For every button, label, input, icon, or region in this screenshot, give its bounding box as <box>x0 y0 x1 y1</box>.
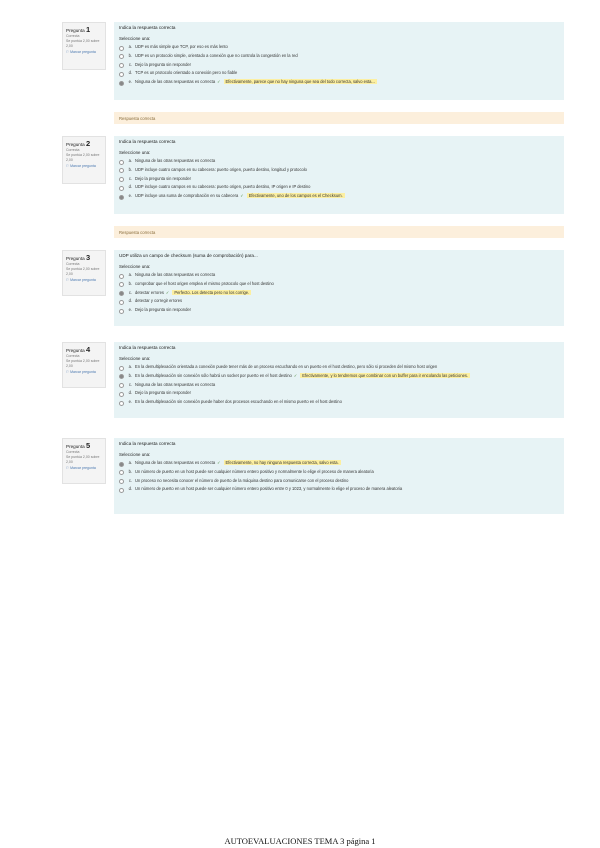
question-score: Se puntúa 2,00 sobre 2,00 <box>66 39 100 48</box>
check-icon: ✓ <box>217 460 221 465</box>
radio-button[interactable] <box>119 46 124 51</box>
question-status: Correcta <box>66 354 80 358</box>
question-score: Se puntúa 2,00 sobre 2,00 <box>66 455 100 464</box>
flag-icon: ⚐ <box>66 164 70 168</box>
option-feedback: Perfecto. Los detecta pero no los corrige. <box>174 289 250 295</box>
question-score: Se puntúa 2,00 sobre 2,00 <box>66 153 100 162</box>
check-icon: ✓ <box>217 79 221 85</box>
radio-button[interactable] <box>119 462 124 467</box>
answer-option[interactable] <box>119 166 559 175</box>
option-text: UDP es un protocolo simple, orientado a conexión que no controla la congestión en la red <box>135 52 298 58</box>
question-score: Se puntúa 2,00 sobre 2,00 <box>66 267 100 276</box>
question-content <box>114 22 564 100</box>
answer-option[interactable] <box>119 192 559 201</box>
answer-option[interactable] <box>119 363 559 372</box>
option-letter: c. <box>128 175 132 181</box>
option-letter: d. <box>128 298 132 304</box>
option-letter: e. <box>128 193 132 199</box>
radio-button[interactable] <box>119 401 124 406</box>
question-status: Correcta <box>66 148 80 152</box>
option-feedback: Efectivamente, parece que no hay ninguna que sea del todo correcta, salvo esta... <box>225 79 375 85</box>
option-letter: e. <box>128 79 132 85</box>
select-label: Seleccione una: <box>119 36 151 41</box>
answer-option[interactable] <box>119 183 559 192</box>
answer-option[interactable] <box>119 52 559 61</box>
option-text: Ninguna de las otras respuestas es correcta <box>135 272 216 277</box>
answer-option[interactable] <box>119 289 559 298</box>
option-text: UDP incluye cuatro campos en su cabecera: puerto origen, puerto destino, IP origen e IP destino <box>135 184 311 190</box>
question-text: Indica la respuesta correcta <box>119 441 176 446</box>
answer-option[interactable] <box>119 389 559 398</box>
option-text: UDP incluye una suma de comprobación en su cabecera <box>135 193 239 199</box>
flag-question-link[interactable]: ⚐ Marcar pregunta <box>66 370 96 374</box>
question-text: Indica la respuesta correcta <box>119 139 176 144</box>
radio-button[interactable] <box>119 392 124 397</box>
question-text: Indica la respuesta correcta <box>119 345 176 350</box>
option-text: Dejo la pregunta sin responder <box>135 307 191 313</box>
flag-icon: ⚐ <box>66 50 70 54</box>
answer-option[interactable] <box>119 477 559 486</box>
option-letter: d. <box>128 70 132 76</box>
answer-option[interactable] <box>119 61 559 70</box>
radio-button[interactable] <box>119 72 124 77</box>
option-letter: d. <box>128 486 132 492</box>
answer-option[interactable] <box>119 398 559 407</box>
radio-button[interactable] <box>119 366 124 371</box>
flag-question-link[interactable]: ⚐ Marcar pregunta <box>66 278 96 282</box>
select-label: Seleccione una: <box>119 264 151 269</box>
option-text: Ninguna de las otras respuestas es correcta <box>135 381 216 387</box>
question-content <box>114 342 564 418</box>
option-text: Ninguna de las otras respuestas es correcta <box>135 460 216 465</box>
option-letter: c. <box>128 381 132 387</box>
flag-icon: ⚐ <box>66 370 70 374</box>
option-letter: c. <box>128 289 132 295</box>
select-label: Seleccione una: <box>119 356 151 361</box>
answer-option[interactable] <box>119 43 559 52</box>
option-text: detectar errores <box>135 289 164 295</box>
question-text: UDP utiliza un campo de checksum (suma de comprobación) para... <box>119 253 258 258</box>
question-info <box>62 438 106 484</box>
option-text: comprobar que el host origen emplea el mismo protocolo que el host destino <box>135 280 274 286</box>
option-letter: c. <box>128 477 132 483</box>
right-answer-box: Respuesta correcta <box>114 112 564 124</box>
question-score: Se puntúa 2,00 sobre 2,00 <box>66 359 100 368</box>
option-letter: a. <box>128 272 132 277</box>
radio-button[interactable] <box>119 195 124 200</box>
option-letter: b. <box>128 166 132 172</box>
question-info <box>62 22 106 70</box>
answer-option[interactable] <box>119 381 559 390</box>
radio-button[interactable] <box>119 81 124 86</box>
option-text: detectar y corregir errores <box>135 298 183 304</box>
flag-question-link[interactable]: ⚐ Marcar pregunta <box>66 50 96 54</box>
answer-option[interactable] <box>119 69 559 78</box>
question-content <box>114 438 564 514</box>
answer-option[interactable] <box>119 297 559 306</box>
radio-button[interactable] <box>119 300 124 305</box>
option-letter: a. <box>128 44 132 49</box>
option-letter: b. <box>128 372 132 378</box>
option-letter: d. <box>128 184 132 190</box>
option-feedback: Efectivamente, y lo tendremos que combinar con un buffer para ir encolando las peticiones. <box>302 372 469 378</box>
option-letter: e. <box>128 399 132 405</box>
select-label: Seleccione una: <box>119 452 151 457</box>
flag-question-link[interactable]: ⚐ Marcar pregunta <box>66 164 96 168</box>
question-info <box>62 250 106 296</box>
question-number: Pregunta 2 <box>66 139 91 148</box>
option-text: En la demultiplexación sin conexión sólo habrá un socket por puerto en el host destino <box>135 372 292 378</box>
option-feedback: Efectivamente, no hay ninguna respuesta correcta, salvo esta. <box>225 460 339 465</box>
question-status: Correcta <box>66 450 80 454</box>
option-text: Un número de puerto en un host puede ser cualquier número entero positivo y normalmente lo elige el proceso de manera aleatoria <box>135 468 374 474</box>
question-content <box>114 136 564 214</box>
select-label: Seleccione una: <box>119 150 151 155</box>
question-status: Correcta <box>66 34 80 38</box>
question-number: Pregunta 4 <box>66 345 91 354</box>
answer-option[interactable] <box>119 306 559 315</box>
option-letter: a. <box>128 158 132 163</box>
option-letter: e. <box>128 307 132 313</box>
question-info <box>62 342 106 388</box>
option-letter: a. <box>128 460 132 465</box>
answer-option[interactable] <box>119 157 559 166</box>
option-text: Dejo la pregunta sin responder <box>135 61 191 67</box>
option-text: UDP es más simple que TCP, por eso es más lento <box>135 44 228 49</box>
answer-option[interactable] <box>119 280 559 289</box>
check-icon: ✓ <box>240 193 244 199</box>
option-letter: a. <box>128 364 132 369</box>
answer-option[interactable] <box>119 271 559 280</box>
question-content <box>114 250 564 326</box>
radio-button[interactable] <box>119 160 124 165</box>
question-number: Pregunta 5 <box>66 441 91 450</box>
option-text: Ninguna de las otras respuestas es correcta <box>135 79 216 85</box>
answer-option[interactable] <box>119 459 559 468</box>
option-text: Un proceso no necesita conocer el número de puerto de la máquina destino para comunicarse con el proceso destino <box>135 477 349 483</box>
check-icon: ✓ <box>293 372 298 378</box>
option-feedback: Efectivamente, uno de los campos es el Checksum. <box>248 193 343 199</box>
option-letter: b. <box>128 52 132 58</box>
check-icon: ✓ <box>165 289 170 295</box>
answer-option[interactable] <box>119 175 559 184</box>
option-text: Un número de puerto en un host puede ser cualquier número entero positivo entre 0 y 1023, y normalmente lo elige el proceso de manera aleatoria <box>135 486 403 492</box>
option-text: UDP incluye cuatro campos en su cabecera: puerto origen, puerto destino, longitud y protocolo <box>135 166 307 172</box>
radio-button[interactable] <box>119 488 124 493</box>
option-text: Dejo la pregunta sin responder <box>135 175 191 181</box>
flag-icon: ⚐ <box>66 278 70 282</box>
question-number: Pregunta 1 <box>66 25 91 34</box>
option-text: TCP es un protocolo orientado a conexión pero no fiable <box>135 70 238 76</box>
question-info <box>62 136 106 184</box>
option-letter: b. <box>128 468 132 474</box>
answer-option[interactable] <box>119 78 559 87</box>
question-status: Correcta <box>66 262 80 266</box>
radio-button[interactable] <box>119 186 124 191</box>
option-letter: c. <box>128 61 132 67</box>
page-footer: AUTOEVALUACIONES TEMA 3 página 1 <box>224 836 376 846</box>
radio-button[interactable] <box>119 309 124 314</box>
radio-button[interactable] <box>119 274 124 279</box>
option-text: Ninguna de las otras respuestas es correcta <box>135 158 216 163</box>
flag-question-link[interactable]: ⚐ Marcar pregunta <box>66 466 96 470</box>
flag-icon: ⚐ <box>66 466 70 470</box>
option-letter: d. <box>128 390 132 396</box>
option-text: En la demultiplexación orientada a conexión puede tener más de un proceso escuchando en un puerto en el host destino, pero sólo si proceden del mismo host origen <box>135 364 438 369</box>
option-text: Dejo la pregunta sin responder <box>135 390 191 396</box>
question-text: Indica la respuesta correcta <box>119 25 176 30</box>
question-number: Pregunta 3 <box>66 253 91 262</box>
right-answer-box: Respuesta correcta <box>114 226 564 238</box>
answer-option[interactable] <box>119 468 559 477</box>
answer-option[interactable] <box>119 485 559 494</box>
answer-option[interactable] <box>119 372 559 381</box>
option-text: En la demultiplexación sin conexión puede haber dos procesos escuchando en el mismo puerto en el host destino <box>135 399 342 405</box>
option-letter: b. <box>128 280 132 286</box>
